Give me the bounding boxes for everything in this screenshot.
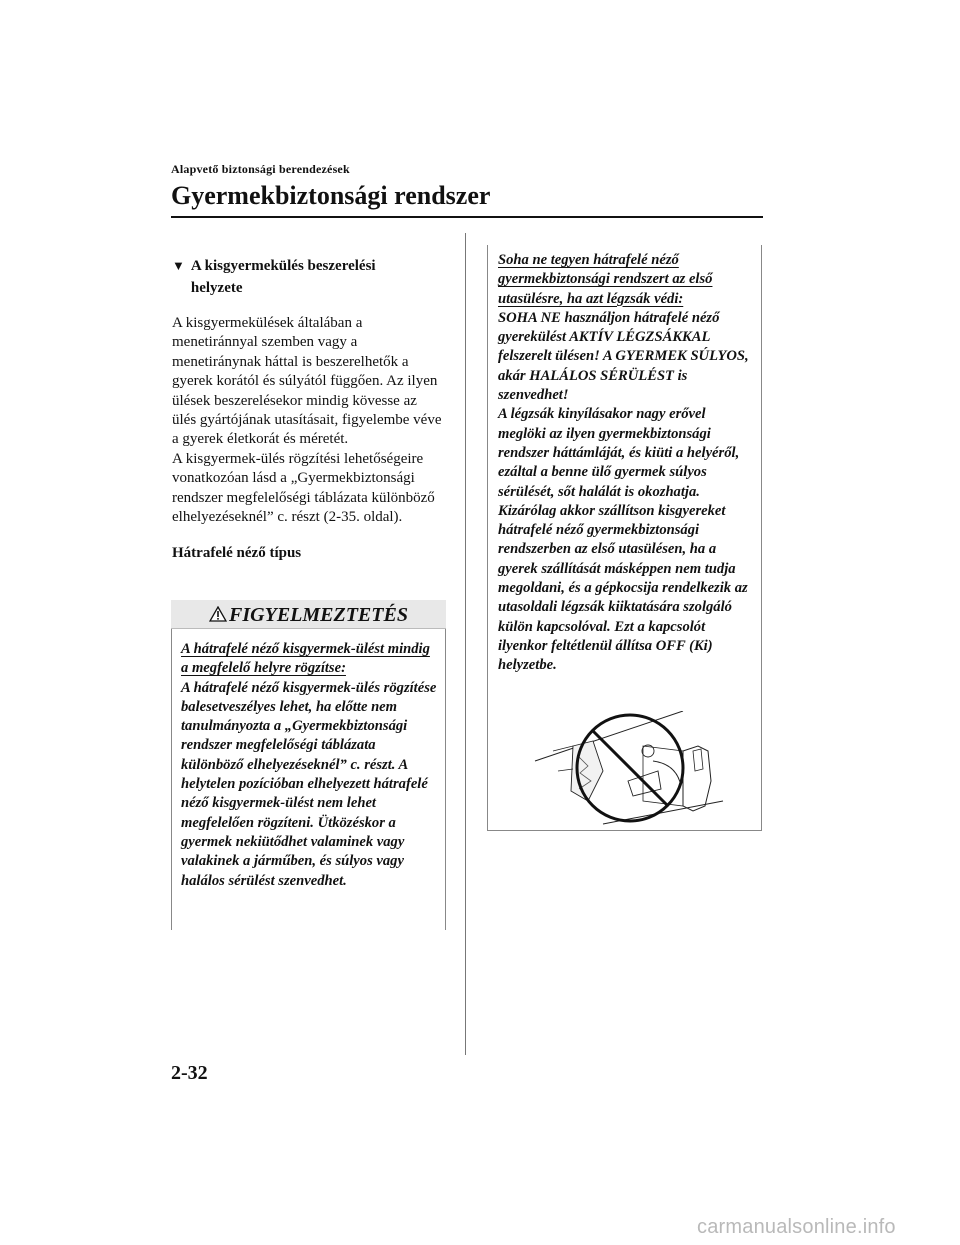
column-divider — [465, 233, 466, 1055]
airbag-warning-body-2: A légzsák kinyílásakor nagy erővel meglöki az ilyen gyermekbiztonsági rendszer háttámláját, és kiüti a helyéről, ezáltal a benne ülő gyermek súlyos sérülését, sőt halálát is okozhatja. Kizárólag akkor szállítson kisgyereket hátrafelé néző gyermekbiztonsági rendszerben az első utasülésen, ha a gyerek szállítását másképpen nem tudja megoldani, és a gépkocsija rendelkezik az utasoldali légzsák kiiktatására szolgáló külön kapcsolóval. Ezt a kapcsolót ilyenkor feltétlenül állítsa OFF (Ki) helyzetbe. — [498, 406, 748, 674]
footer-watermark: carmanualsonline.info — [697, 1216, 896, 1238]
airbag-warning-content — [498, 251, 756, 676]
header-rule — [171, 216, 763, 218]
warning-banner — [171, 600, 446, 629]
paragraph-1: A kisgyermekülések általában a menetiránnyal szemben vagy a menetiránynak háttal is beszerelhetők a gyerek korától és súlyától függően. Az ilyen ülések beszerelésekor mindig kövesse az ülés gyártójának utasításait, figyelembe véve a gyerek életkorát és méretét. — [172, 315, 442, 448]
section-heading-line1: A kisgyermekülés beszerelési — [190, 258, 376, 274]
page-header — [171, 162, 763, 212]
airbag-prohibition-illustration — [533, 711, 728, 826]
page-title: Gyermekbiztonsági rendszer — [171, 181, 491, 210]
page-number: 2-32 — [171, 1062, 208, 1084]
paragraph-2: A kisgyermek-ülés rögzítési lehetőségeire vonatkozóan lásd a „Gyermekbiztonsági rendszer megfelelőségi táblázata különböző elhelyezéseknél” c. részt (2-35. oldal). — [172, 450, 435, 526]
intro-paragraph — [172, 314, 444, 527]
left-column — [172, 255, 444, 562]
warning-title: A hátrafelé néző kisgyermek-ülést mindig a megfelelő helyre rögzítse: — [181, 641, 430, 677]
airbag-warning-box — [487, 245, 762, 831]
section-heading — [172, 255, 444, 299]
section-label: Alapvető biztonsági berendezések — [171, 162, 350, 176]
airbag-warning-body-1: SOHA NE használjon hátrafelé néző gyerekülést AKTÍV LÉGZSÁKKAL felszerelt ülésen! A GYERMEK SÚLYOS, akár HALÁLOS SÉRÜLÉST is szenvedhet! — [498, 309, 749, 404]
triangle-down-icon: ▼ — [172, 258, 185, 273]
warning-box — [171, 600, 446, 930]
section-heading-line2: helyzete — [190, 280, 243, 296]
warning-body: A hátrafelé néző kisgyermek-ülés rögzítése balesetveszélyes lehet, ha előtte nem tanulmányozta a „Gyermekbiztonsági rendszer megfelelőségi táblázata különböző elhelyezéseknél” c. részt. A helytelen pozícióban elhelyezett hátrafelé néző kisgyermek-ülést nem lehet megfelelően rögzíteni. Ütközéskor a gyermek nekiütődhet valaminek vagy valakinek a járműben, és súlyos vagy halálos sérülést szenvedhet. — [181, 679, 437, 889]
warning-banner-text: FIGYELMEZTETÉS — [229, 604, 408, 626]
rear-facing-subheading: Hátrafelé néző típus — [172, 545, 302, 562]
airbag-warning-title: Soha ne tegyen hátrafelé néző gyermekbiztonsági rendszert az első utasülésre, ha azt légzsák védi: — [498, 252, 713, 307]
warning-triangle-icon — [209, 606, 227, 622]
warning-content — [181, 640, 439, 891]
